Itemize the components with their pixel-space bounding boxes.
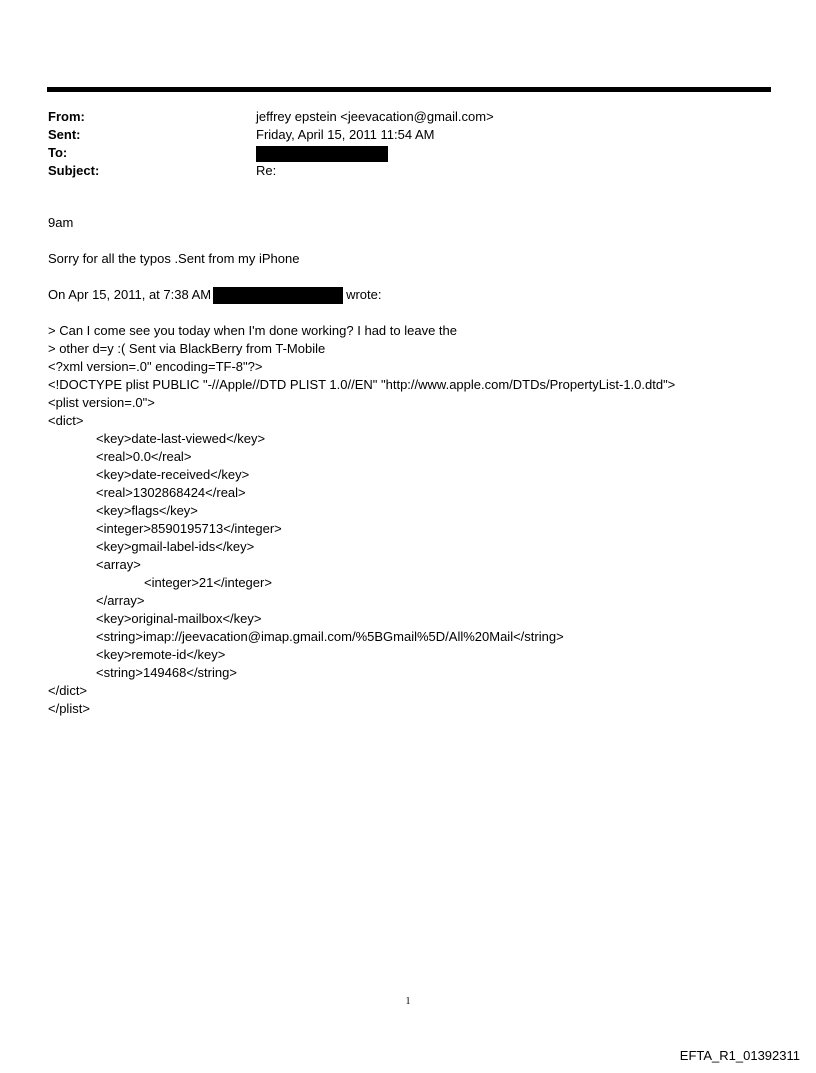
from-value: jeffrey epstein <jeevacation@gmail.com>	[256, 109, 494, 124]
xml-line: <string>149468</string>	[96, 665, 237, 681]
header-rule	[47, 87, 771, 92]
from-label: From:	[48, 109, 85, 124]
xml-line: <integer>21</integer>	[144, 575, 272, 591]
xml-line: <?xml version=.0" encoding=TF-8"?>	[48, 359, 263, 375]
subject-value: Re:	[256, 163, 277, 178]
page-number: 1	[405, 996, 411, 1007]
xml-line: <key>date-received</key>	[96, 467, 250, 483]
xml-line: </array>	[96, 593, 145, 609]
xml-line: <plist version=.0">	[48, 395, 155, 411]
body-line: Sorry for all the typos .Sent from my iPhone	[48, 251, 300, 266]
xml-line: </dict>	[48, 683, 88, 699]
to-label: To:	[48, 145, 68, 160]
xml-line: <key>date-last-viewed</key>	[96, 431, 266, 447]
xml-line: <string>imap://jeevacation@imap.gmail.com/%5BGmail%5D/All%20Mail</string>	[96, 629, 564, 645]
redaction-box	[213, 287, 343, 304]
quote-intro	[48, 286, 675, 304]
quote-intro-suffix: wrote:	[346, 287, 382, 302]
xml-line: <integer>8590195713</integer>	[96, 521, 282, 537]
xml-line: <!DOCTYPE plist PUBLIC "-//Apple//DTD PLIST 1.0//EN" "http://www.apple.com/DTDs/PropertyList-1.0.dtd">	[48, 377, 676, 393]
quote-intro-prefix: On Apr 15, 2011, at 7:38 AM	[48, 287, 212, 302]
xml-line: <array>	[96, 557, 141, 573]
quoted-line: > Can I come see you today when I'm done working? I had to leave the	[48, 323, 457, 339]
xml-line: <real>0.0</real>	[96, 449, 192, 465]
xml-line: </plist>	[48, 701, 90, 717]
quoted-line: > other d=y :( Sent via BlackBerry from T-Mobile	[48, 341, 326, 357]
xml-line: <real>1302868424</real>	[96, 485, 246, 501]
xml-line: <key>original-mailbox</key>	[96, 611, 262, 627]
xml-line: <key>gmail-label-ids</key>	[96, 539, 255, 555]
document-id: EFTA_R1_01392311	[679, 1048, 800, 1063]
xml-line: <key>remote-id</key>	[96, 647, 226, 663]
xml-block	[48, 358, 675, 718]
to-value	[256, 144, 388, 162]
xml-line: <dict>	[48, 413, 84, 429]
sent-label: Sent:	[48, 127, 81, 142]
redaction-box	[256, 146, 388, 162]
email-body	[48, 214, 675, 718]
xml-line: <key>flags</key>	[96, 503, 198, 519]
subject-label: Subject:	[48, 163, 100, 178]
sent-value: Friday, April 15, 2011 11:54 AM	[256, 127, 435, 142]
body-line: 9am	[48, 215, 74, 230]
